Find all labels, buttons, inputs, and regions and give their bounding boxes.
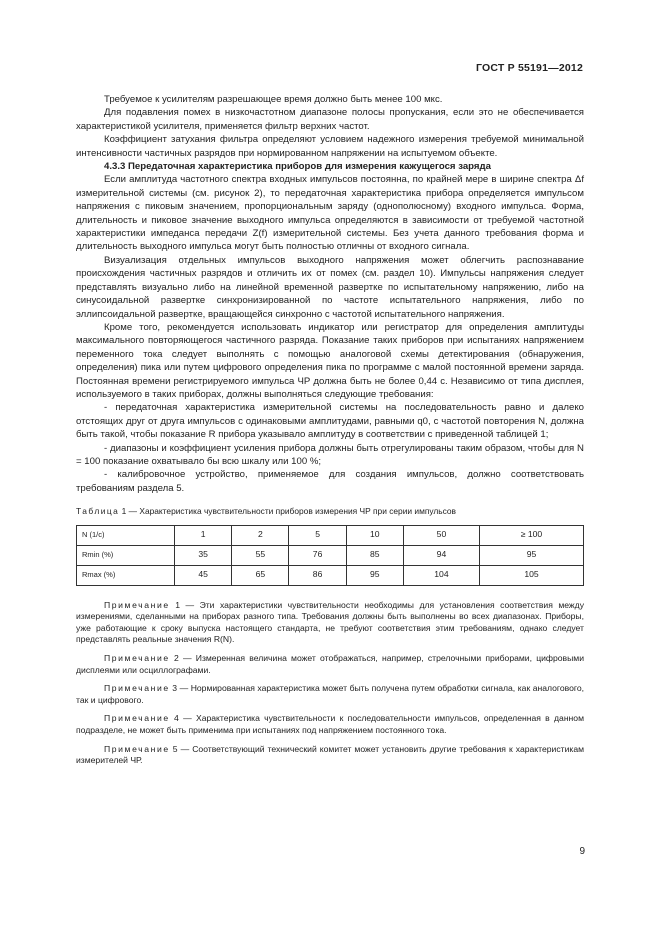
- note-label: Примечание: [104, 652, 170, 663]
- page-content: [76, 93, 584, 774]
- table-cell: 95: [479, 545, 583, 565]
- row-header: N (1/c): [77, 525, 175, 545]
- table-cell: 50: [403, 525, 479, 545]
- table-cell: 10: [346, 525, 403, 545]
- paragraph: Коэффициент затухания фильтра определяют условием надежного измерения требуемой минимальной интенсивности частичных разрядов при нормированном напряжении на испытуемом объекте.: [76, 134, 584, 159]
- paragraph: Требуемое к усилителям разрешающее время должно быть менее 100 мкс.: [104, 94, 443, 105]
- table-cell: 65: [232, 565, 289, 585]
- table-cell: 2: [232, 525, 289, 545]
- note-text: 3 — Нормированная характеристика может быть получена путем обработки сигнала, как аналогового, так и цифрового.: [76, 683, 584, 705]
- note: [76, 713, 584, 736]
- list-item: - передаточная характеристика измерительной системы на последовательность равно и далеко отстоящих друг от друга импульсов с одинаковыми амплитудами, равными q0, с частотой повторения N, должна быть такой, чтобы показание R прибора указывало амплитуду в соответствии с приведенной таблицей 1;: [76, 402, 584, 441]
- table-cell: ≥ 100: [479, 525, 583, 545]
- row-header: Rmax (%): [77, 565, 175, 585]
- table-cell: 1: [175, 525, 232, 545]
- note: [76, 653, 584, 676]
- table-caption-text: 1 — Характеристика чувствительности приборов измерения ЧР при серии импульсов: [121, 506, 457, 517]
- note-text: 4 — Характеристика чувствительности к последовательности импульсов, определенная в данном подразделе, не может быть применима при испытаниях под напряжением постоянного тока.: [76, 713, 584, 735]
- paragraph: Визуализация отдельных импульсов выходного напряжения может облегчить распознавание происхождения частичных разрядов и отличить их от помех (см. раздел 10). Импульсы напряжения следует представлять визуально либо на линейной временной развертке по испытательному напряжению, либо на синусоидальной развертке синхронизированной по частоте испытательного напряжения, либо по эллипсоидальной развертке, вращающейся синхронно с частотой испытательного напряжения.: [76, 254, 584, 320]
- table-caption-label: Таблица: [76, 506, 120, 517]
- table-cell: 76: [289, 545, 346, 565]
- note-label: Примечание: [104, 713, 170, 724]
- table-cell: 45: [175, 565, 232, 585]
- table-cell: 86: [289, 565, 346, 585]
- note-label: Примечание: [104, 743, 170, 754]
- paragraph: Для подавления помех в низкочастотном диапазоне полосы пропускания, если это не обеспечивается характеристикой усилителя, применяется фильтр верхних частот.: [76, 107, 584, 132]
- list-item: - калибровочное устройство, применяемое для создания импульсов, должно соответствовать требованиям раздела 5.: [76, 469, 584, 494]
- table-cell: 5: [289, 525, 346, 545]
- note: [76, 600, 584, 646]
- document-header: ГОСТ Р 55191—2012: [475, 62, 583, 74]
- note-label: Примечание: [104, 599, 170, 610]
- note-text: 1 — Эти характеристики чувствительности необходимы для установления соответствия между измерениями, сделанными на приборах разного типа. Требования должны быть выполнены во всех диапазонах. Приборы, уже работающие к сроку выпуска настоящего стандарта, не требуют соответствия этим требованиям, однако следует представлять реальные значения R(N).: [76, 599, 584, 645]
- row-header: Rmin (%): [77, 545, 175, 565]
- table-row: [77, 565, 584, 585]
- section-heading: 4.3.3 Передаточная характеристика приборов для измерения кажущегося заряда: [104, 161, 491, 173]
- list-item: - диапазоны и коэффициент усиления прибора должны быть отрегулированы таким образом, чтобы для N = 100 показание охватывало бы всю шкалу или 100 %;: [76, 442, 584, 467]
- note: [76, 744, 584, 767]
- note: [76, 683, 584, 706]
- note-label: Примечание: [104, 683, 170, 694]
- table-cell: 35: [175, 545, 232, 565]
- table-cell: 94: [403, 545, 479, 565]
- paragraph: Если амплитуда частотного спектра входных импульсов постоянна, по крайней мере в ширине спектра Δf измерительной системы (см. рисунок 2), то передаточная характеристика прибора определяется импульсом напряжения с пиковым значением, пропорциональным заряду (однополюсному) входного импульса. Форма, длительность и пиковое значение выходного импульса определяются в зависимости от требуемой частотной характеристики импеданса передачи Z(f) измерительной системы. Без учета данного требования форма и длительность выходного импульса могут быть полностью отличны от входного сигнала.: [76, 174, 584, 253]
- table-cell: 104: [403, 565, 479, 585]
- notes-section: [76, 600, 584, 767]
- page-number: 9: [579, 846, 585, 857]
- table-cell: 85: [346, 545, 403, 565]
- table-caption: [76, 505, 584, 518]
- table-cell: 55: [232, 545, 289, 565]
- paragraph: Кроме того, рекомендуется использовать индикатор или регистратор для определения амплитуды максимального повторяющегося частичного разряда. Показание таких приборов при испытаниях напряжением переменного тока следует выполнять с помощью аналоговой схемы детектирования (обнаружения, определения) пика или путем цифрового определения пика по программе с малой постоянной времени заряда. Постоянная времени регистрируемого импульса ЧР должна быть не более 0,44 с. Независимо от типа дисплея, используемого в таких приборах, должны выполняться следующие требования:: [76, 321, 584, 400]
- table-cell: 95: [346, 565, 403, 585]
- table-row: [77, 525, 584, 545]
- table-cell: 105: [479, 565, 583, 585]
- note-text: 2 — Измеренная величина может отображаться, например, стрелочными приборами, цифровыми дисплеями или осциллографами.: [76, 652, 584, 675]
- sensitivity-table: [76, 525, 584, 586]
- table-row: [77, 545, 584, 565]
- note-text: 5 — Соответствующий технический комитет может установить другие требования к характеристикам измерителей ЧР.: [76, 743, 585, 766]
